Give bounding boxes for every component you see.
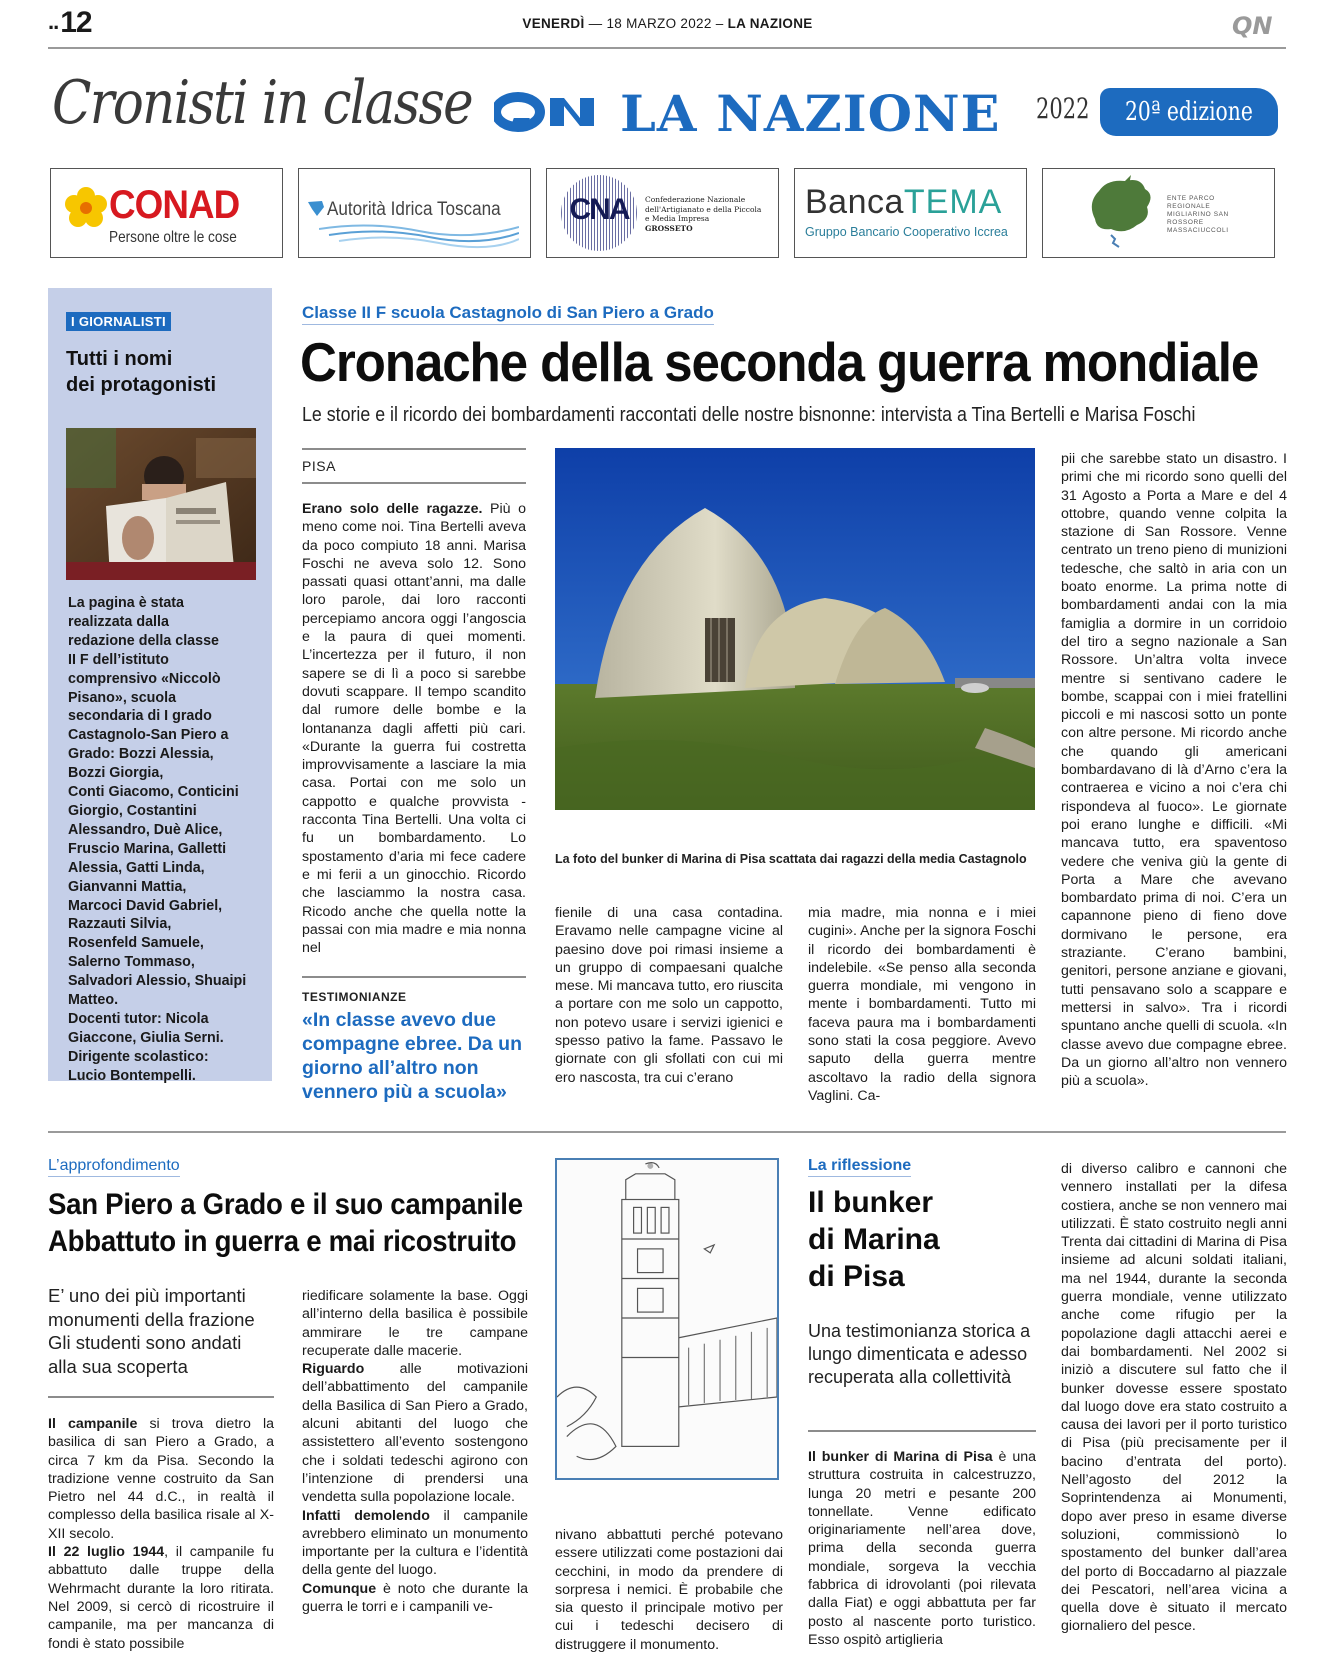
tuscany-shape-icon [307,199,325,217]
sidebar-credit-line: Grado: Bozzi Alessia, [68,746,214,763]
sidebar-credit-line: Fruscio Marina, Galletti [68,840,227,857]
tree-logo-icon [1081,173,1161,253]
sidebar-kicker: I GIORNALISTI [66,312,171,331]
sidebar-credit-line: comprensivo «Niccolò [68,670,221,687]
issue-date-line: VENERDÌ — 18 MARZO 2022 – LA NAZIONE [522,16,813,31]
qn-brand-logo [494,90,598,134]
campanile-subheadline: E’ uno dei più importanti monumenti della frazione Gli studenti sono andati alla sua scoperta [48,1285,255,1377]
sidebar-credit-line: Castagnolo-San Piero a [68,727,229,744]
sidebar-credit-line: Docenti tutor: Nicola [68,1010,209,1027]
sidebar-credit-line: Gianvanni Mattia, [68,878,187,895]
article-kicker: Classe II F scuola Castagnolo di San Piero a Grado [302,303,714,325]
boy-reading-newspaper-photo [66,428,256,580]
sidebar-credit-line: Giaccone, Giulia Serni. [68,1029,224,1046]
sidebar-credit-line: Bozzi Giorgia, [68,765,164,782]
sidebar-credit-line: Rosenfeld Samuele, [68,935,204,952]
sidebar-credit-line: Dirigente scolastico: [68,1048,209,1065]
sidebar-credit-line: Marcoci David Gabriel, [68,897,223,914]
sidebar-credit-line: Salerno Tommaso, [68,954,195,971]
qn-logo-icon [1232,12,1284,38]
bunker-subheadline: Una testimonianza storica a lungo dimenticata e adesso recuperata alla collettività [808,1321,1031,1387]
header-divider [48,47,1286,49]
newspaper-masthead: LA NAZIONE [620,84,1001,143]
article-column-1: Erano solo delle ragazze. Più o meno come noi. Tina Bertelli aveva da poco compiuto 18 anni. Marisa Foschi ne aveva solo 12. Sono passati quasi ottant’anni, ma dalle loro parole, dai loro racconti percepiamo ancora oggi l’angoscia e la paura di quei momenti. L’incertezza per il futuro, il non sapere se di lì a poco si sarebbe dovuti scappare. Il tempo scandito dal rumore delle bombe e la lontananza dagli affetti più cari. «Durante la guerra fui costretta improvvisamente a lasciare la mia casa. Portai con me solo un cappotto e qualche provvista - racconta Tina Bertelli. Una volta ci fu un bombardamento. Lo spostamento d’aria mi fece cadere e mi ferii a un ginocchio. Ricordo che lasciammo la nostra casa. Ricodo anche che quella notte la passai con mia madre e mia nonna nel [302,501,526,957]
pull-quote: «In classe avevo due compagne ebree. Da un giorno all’altro non vennero più a scuola» [302,1009,522,1103]
campanile-drawing [555,1158,779,1480]
bunker-headline: Il bunker di Marina di Pisa [808,1186,940,1293]
campanile-column-2: riedificare solamente la base. Oggi all’interno della basilica è possibile ammirare le tre campane recuperate dalle macerie. Riguardo alle motivazioni dell’abbattimento del campanile della Basilica di San Piero a Grado, alcuni abitanti del luogo che assistettero all’evento sostengono che i soldati tedeschi agirono con l’intenzione di prendersi una vendetta sulla popolazione locale. Infatti demolendo il campanile avrebbero eliminato un monumento importante per la cultura e l’identità della gente del luogo. Comunque è noto che durante la guerra le torri e i campanili ve- [302,1288,529,1616]
masthead-year: 2022 [1036,92,1090,125]
campanile-column-3: nivano abbattuti perché potevano essere utilizzati come postazioni dai cecchini, in modo da prendere di sorpresa i nemici. È probabile che sia questo il principale motivo per cui i tedeschi decisero di distruggere il monumento. [555,1527,783,1653]
section-divider [48,1131,1286,1133]
campanile-rule [48,1396,274,1398]
sidebar-credit-line: Alessandro, Duè Alice, [68,821,223,838]
photo-caption: La foto del bunker di Marina di Pisa scattata dai ragazzi della media Castagnolo [555,852,1027,866]
sidebar-credit-line: II F dell’istituto [68,651,169,668]
sponsor-parco[interactable]: ENTE PARCO REGIONALE MIGLIARINO SAN ROSSORE MASSACIUCCOLI [1042,168,1275,258]
issue-date: 18 MARZO 2022 [606,16,712,31]
campanile-column-1: Il campanile si trova dietro la basilica di san Piero a Grado, a circa 7 km da Pisa. Secondo la tradizione venne costruito da San Pietro nel 44 d.C., in realtà il complesso della basilica risale al X- XII secolo. Il 22 luglio 1944, il campanile fu abbattuto dalle truppe della Wehrmacht durante la loro ritirata. Nel 2009, si cercò di ricostruire il campanile, ma per mancanza di fondi è stato possibile [48,1416,274,1652]
page-number: ..12 [48,6,92,39]
bunker-rule [808,1430,1036,1432]
article-column-3: fienile di una casa contadina. Eravamo nelle campagne vicine al paesino dove poi rimasi insieme a un gruppo di compaesani qualche mese. Mi mancava tutto, ero riuscita a portare con me solo un cappotto, non potevo usare i servizi igienici e spesso pativo la fame. Passavo le giornate con gli sfollati con cui mi ero nascosta, tra cui c’erano [555,905,783,1086]
sidebar-credit-line: Conti Giacomo, Conticini [68,784,239,801]
sidebar-credit-line: La pagina è stata [68,595,185,611]
edition-badge: 20ª edizione [1100,88,1278,136]
dateline-rule-bottom [302,482,526,484]
sidebar-credit-line: Matteo. [68,992,119,1009]
sidebar-credit-line: Pisano», scuola [68,689,177,706]
quote-rule [302,976,526,978]
campanile-kicker: L’approfondimento [48,1157,180,1177]
sidebar-credit-line: Alessia, Gatti Linda, [68,859,205,876]
sidebar-credit-line: Salvadori Alessio, Shuaipi [68,973,247,990]
bunker-photo [555,448,1035,810]
flower-icon [65,187,107,229]
sidebar-credit-line: redazione della classe [68,632,219,649]
bunker-column-1: Il bunker di Marina di Pisa è una struttura costruita in calcestruzzo, lunga 20 metri e pesante 200 tonnellate. Venne edificato originariamente nell’area dove, prima della seconda guerra mondiale, sorgeva la vecchia fabbrica di idrovolanti (poi rilevata dalla Fiat) e oggi abbattuta per far posto al nascente porto turistico. Esso ospitò artiglieria [808,1449,1036,1648]
bunker-column-2: di diverso calibro e cannoni che vennero installati per la difesa costiera, anche se non vennero mai utilizzati. È stato costruito negli anni Trenta dai cittadini di Marina di Pisa insieme ad alcuni soldati italiani, ma nel 1944, durante la seconda guerra mondiale, venne utilizzato anche come rifugio per la popolazione dagli attacchi aerei e dai bombardamenti. Nel 2002 si iniziò a discutere sul fatto che il bunker dovesse essere spostato dal luogo dove era stato costruito a causa dei lavori per il porto turistico di Pisa (più precisamente per il bacino d’entrata del porto). Nell’agosto del 2012 la Soprintendenza ai Monumenti, dopo aver preso in esame diverse soluzioni, commissionò lo spostamento del bunker dall’area del porto di Boccadarno al piazzale dei Pescatori, nell’area vicina a quella dove è situato il mercato giornaliero del pesce. [1061,1161,1287,1635]
article-subheadline: Le storie e il ricordo dei bombardamenti raccontati delle nostre bisnonne: intervista a Tina Bertelli e Marisa Foschi [302,404,1196,426]
dateline: PISA [302,458,336,474]
sidebar-title: Tutti i nomi dei protagonisti [66,348,216,396]
sidebar-credit-line: Razzauti Silvia, [68,916,172,933]
campanile-headline: San Piero a Grado e il suo campanile Abbattuto in guerra e mai ricostruito [48,1188,523,1258]
series-title: Cronisti in classe [52,68,472,138]
sidebar-credit-line: realizzata dalla [68,613,169,630]
sidebar-credit-line: secondaria di I grado [68,708,212,725]
sponsor-autorita-idrica[interactable]: Autorità Idrica Toscana [298,168,531,258]
sidebar-credit-line: Lucio Bontempelli. [68,1067,196,1084]
svg-text:QN: QN [1232,12,1273,38]
sponsor-banca-tema[interactable]: BancaTEMA Gruppo Bancario Cooperativo Iccrea [794,168,1027,258]
sidebar-credits-text [68,594,264,1086]
dateline-rule-top [302,448,526,450]
newspaper-name: LA NAZIONE [727,16,813,31]
sidebar-credit-line: Giorgio, Costantini [68,802,197,819]
water-waves-icon [319,221,519,249]
article-column-4: mia madre, mia nonna e i miei cugini». Anche per la signora Foschi il ricordo dei bombardamenti è indelebile. «Se penso alla seconda guerra mondiale, mi vengono in mente i bombardamenti. Tutto mi faceva paura ma i bombardamenti sono stati la cosa peggiore. Avevo saputo della guerra mentre ascoltavo la radio della signora Vaglini. Ca- [808,905,1036,1104]
bunker-kicker: La riflessione [808,1157,911,1177]
quote-label: TESTIMONIANZE [302,990,407,1004]
article-column-5: pii che sarebbe stato un disastro. I primi che mi ricordo sono quelli del 31 Agosto a Porta a Mare e del 4 ottobre, quando venne colpita la stazione di San Rossore. Venne centrato un treno pieno di munizioni tedesche, che saltò in aria con un boato enorme. La prima notte di bombardamenti andai con la mia famiglia a dormire in un corridoio del tiro a segno nazionale a San Rossore. Un’altra volta invece mentre si sentivano cadere le bombe, scappai con i miei fratellini piccoli e mi nascosi sotto un ponte con altre persone. Mi ricordo anche che quando gli americani bombardavano di là d’Arno c’era la contraerea e vicino a noi c’era chi rispondeva al fuoco». Le giornate poi erano lunghe e difficili. «Mi mancava tutto, era spaventoso vedere che veniva giù la gente di Porta a Mare che avevano bombardato prima di noi. C’era un capannone pieno di fieno dove dormivano le persone, era straziante. C’erano bambini, genitori, persone anziane e giovani, tutti pensavano solo a scappare e mettersi in salvo». Tra i ricordi spuntano anche quelli di scuola. «In classe avevo due compagne ebree. Da un giorno all’altro non vennero più a scuola». [1061,451,1287,1090]
article-headline: Cronache della seconda guerra mondiale [300,331,1259,393]
weekday: VENERDÌ [522,16,585,31]
sponsor-conad[interactable]: CONAD Persone oltre le cose [50,168,283,258]
sponsor-cna[interactable]: CNA Confederazione Nazionale dell'Artigianato e della Piccola e Media Impresa GROSSETO [546,168,779,258]
